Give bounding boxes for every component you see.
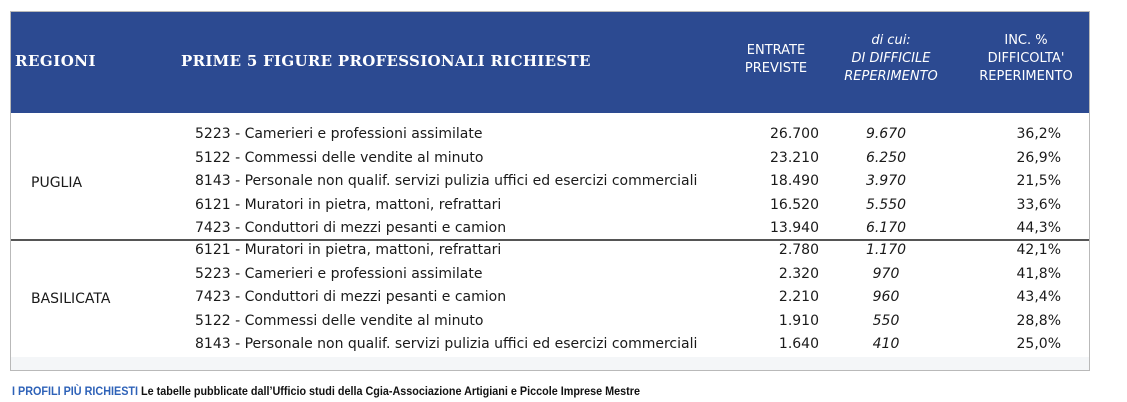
incidenza-cell: 44,3% bbox=[1016, 220, 1061, 237]
table-header bbox=[11, 12, 1089, 113]
table-row bbox=[11, 150, 1089, 172]
profession-cell: 6121 - Muratori in pietra, mattoni, refrattari bbox=[195, 242, 502, 258]
difficile-cell: 9.670 bbox=[865, 126, 907, 142]
incidenza-cell: 43,4% bbox=[1016, 289, 1061, 306]
region-label: PUGLIA bbox=[31, 175, 83, 192]
header-incidenza bbox=[961, 32, 1091, 86]
entrate-cell: 1.910 bbox=[778, 312, 819, 329]
difficile-cell: 5.550 bbox=[865, 196, 907, 213]
profession-cell: 5223 - Camerieri e professioni assimilate bbox=[195, 126, 483, 142]
bottom-band bbox=[11, 357, 1089, 370]
difficile-cell: 1.170 bbox=[865, 242, 907, 258]
profession-cell: 5122 - Commessi delle vendite al minuto bbox=[195, 312, 484, 329]
difficile-cell: 970 bbox=[872, 265, 900, 282]
header-figure: PRIME 5 FIGURE PROFESSIONALI RICHIESTE bbox=[181, 52, 591, 70]
profession-cell: 8143 - Personale non qualif. servizi pulizia uffici ed esercizi commerciali bbox=[195, 336, 698, 353]
difficile-cell: 550 bbox=[872, 312, 900, 329]
entrate-cell: 16.520 bbox=[770, 196, 819, 213]
entrate-cell: 23.210 bbox=[770, 149, 819, 166]
header-difficile-line1: di cui: bbox=[871, 33, 911, 48]
incidenza-cell: 26,9% bbox=[1016, 149, 1061, 166]
table-frame bbox=[10, 11, 1090, 371]
table-row bbox=[11, 336, 1089, 358]
incidenza-cell: 21,5% bbox=[1016, 173, 1061, 190]
entrate-cell: 13.940 bbox=[770, 220, 819, 237]
caption-kicker: I PROFILI PIÙ RICHIESTI bbox=[12, 384, 139, 398]
header-difficile-line2: DI DIFFICILE bbox=[851, 51, 931, 66]
figure-caption bbox=[12, 384, 640, 398]
profession-cell: 7423 - Conduttori di mezzi pesanti e camion bbox=[195, 289, 507, 306]
table-row bbox=[11, 126, 1089, 148]
header-incidenza-line3: REPERIMENTO bbox=[979, 69, 1073, 84]
entrate-cell: 2.780 bbox=[778, 242, 819, 258]
table-row bbox=[11, 197, 1089, 219]
table-row bbox=[11, 266, 1089, 288]
difficile-cell: 960 bbox=[872, 289, 900, 306]
entrate-cell: 18.490 bbox=[770, 173, 819, 190]
header-regioni: REGIONI bbox=[15, 52, 97, 70]
table-row bbox=[11, 289, 1089, 311]
header-difficile-line3: REPERIMENTO bbox=[844, 69, 938, 84]
difficile-cell: 410 bbox=[872, 336, 900, 353]
profession-cell: 6121 - Muratori in pietra, mattoni, refrattari bbox=[195, 196, 502, 213]
profession-cell: 7423 - Conduttori di mezzi pesanti e camion bbox=[195, 220, 507, 237]
incidenza-cell: 42,1% bbox=[1016, 242, 1061, 258]
entrate-cell: 26.700 bbox=[770, 126, 819, 142]
entrate-cell: 2.210 bbox=[778, 289, 819, 306]
header-entrate bbox=[731, 42, 821, 78]
profession-cell: 8143 - Personale non qualif. servizi pulizia uffici ed esercizi commerciali bbox=[195, 173, 698, 190]
caption-text: Le tabelle pubblicate dall’Ufficio studi della Cgia-Associazione Artigiani e Piccole Imprese Mestre bbox=[141, 384, 640, 398]
difficile-cell: 6.170 bbox=[865, 220, 907, 237]
incidenza-cell: 41,8% bbox=[1016, 265, 1061, 282]
group-separator bbox=[11, 239, 1089, 241]
profession-cell: 5223 - Camerieri e professioni assimilate bbox=[195, 265, 483, 282]
entrate-cell: 1.640 bbox=[778, 336, 819, 353]
table-row bbox=[11, 313, 1089, 335]
incidenza-cell: 36,2% bbox=[1016, 126, 1061, 142]
difficile-cell: 3.970 bbox=[865, 173, 907, 190]
table-row bbox=[11, 173, 1089, 195]
header-difficile bbox=[831, 32, 951, 86]
region-label: BASILICATA bbox=[31, 291, 111, 308]
header-entrate-line2: PREVISTE bbox=[744, 61, 808, 76]
incidenza-cell: 33,6% bbox=[1016, 196, 1061, 213]
incidenza-cell: 25,0% bbox=[1016, 336, 1061, 353]
header-entrate-line1: ENTRATE bbox=[746, 43, 806, 58]
incidenza-cell: 28,8% bbox=[1016, 312, 1061, 329]
profession-cell: 5122 - Commessi delle vendite al minuto bbox=[195, 149, 484, 166]
header-incidenza-line1: INC. % bbox=[1004, 33, 1048, 48]
header-incidenza-line2: DIFFICOLTA' bbox=[987, 51, 1065, 66]
table-row bbox=[11, 242, 1089, 264]
difficile-cell: 6.250 bbox=[865, 149, 907, 166]
entrate-cell: 2.320 bbox=[778, 265, 819, 282]
